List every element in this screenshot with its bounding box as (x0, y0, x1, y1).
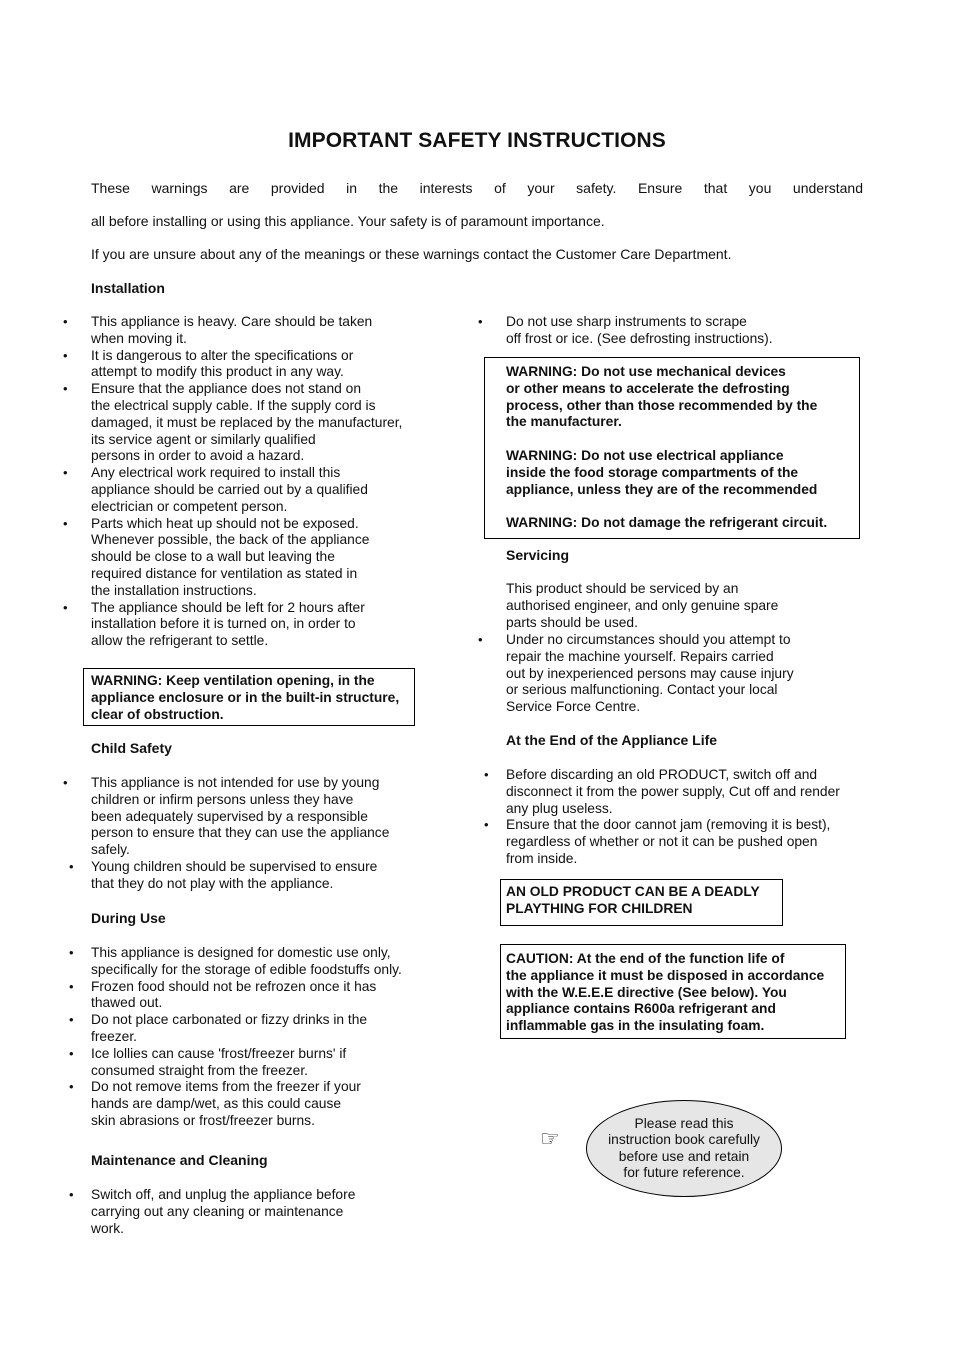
servicing-paragraph: This product should be serviced by an authorised engineer, and only genuine spare parts should be used. (506, 581, 779, 630)
pointing-hand-icon: ☞ (540, 1126, 560, 1151)
bullet-icon: • (63, 599, 68, 615)
list-item: • Ensure that the door cannot jam (removing it is best), regardless of whether or not it can be pushed open from inside. (484, 817, 831, 866)
bullet-icon: • (478, 632, 483, 647)
list-item: • This appliance is not intended for use by young children or infirm persons unless they have been adequately supervised by a responsible person to ensure that they can use the appliance safely. (63, 775, 390, 858)
list-item: • Do not place carbonated or fizzy drinks in the freezer. (69, 1012, 368, 1044)
bullet-icon: • (63, 347, 68, 363)
bullet-icon: • (69, 1012, 74, 1028)
bullet-icon: • (63, 314, 68, 329)
list-item: • Do not use sharp instruments to scrape off frost or ice. (See defrosting instructions). (478, 314, 773, 346)
installation-list (63, 314, 436, 650)
list-item: • Young children should be supervised to ensure that they do not play with the appliance. (69, 858, 378, 891)
child-safety-heading: Child Safety (91, 740, 172, 756)
list-item: • Do not remove items from the freezer if your hands are damp/wet, as this could cause skin abrasions or frost/freezer burns. (69, 1079, 361, 1128)
ventilation-warning-box: WARNING: Keep ventilation opening, in the appliance enclosure or in the built-in structure, clear of obstruction. (83, 668, 415, 726)
old-product-warning-box: AN OLD PRODUCT CAN BE A DEADLY PLAYTHING FOR CHILDREN (500, 879, 783, 926)
bullet-icon: • (69, 1187, 74, 1202)
list-item: • This appliance is designed for domestic use only, specifically for the storage of edible foodstuffs only. (69, 945, 402, 977)
bullet-icon: • (69, 1079, 74, 1095)
bullet-icon: • (478, 314, 483, 329)
bullet-icon: • (63, 381, 68, 397)
child-safety-list (63, 775, 436, 893)
intro-line-3: If you are unsure about any of the meanings or these warnings contact the Customer Care Department. (91, 246, 732, 262)
defrost-warning-box: WARNING: Do not use mechanical devices or other means to accelerate the defrosting process, other than those recommended by the the manufacturer. WARNING: Do not use electrical appliance inside the food storage compartments of the appliance, unless they are of the recommended WARNING: Do not damage the refrigerant circuit. (484, 357, 860, 539)
servicing-list (478, 632, 851, 716)
list-item: • Switch off, and unplug the appliance before carrying out any cleaning or maintenance work. (69, 1187, 356, 1236)
list-item: • Ensure that the appliance does not stand on the electrical supply cable. If the supply cord is damaged, it must be replaced by the manufacturer, its service agent or similarly qualified persons in order to avoid a hazard. (63, 381, 403, 464)
maintenance-heading: Maintenance and Cleaning (91, 1152, 268, 1168)
list-item: • Parts which heat up should not be exposed. Whenever possible, the back of the appliance should be close to a wall but leaving the required distance for ventilation as stated in the installation instructions. (63, 515, 370, 598)
list-item: • Under no circumstances should you attempt to repair the machine yourself. Repairs carried out by inexperienced persons may cause injury or serious malfunctioning. Contact your local Service Force Centre. (478, 632, 794, 715)
bullet-icon: • (69, 945, 74, 960)
intro-line-2: all before installing or using this appliance. Your safety is of paramount importance. (91, 213, 605, 229)
servicing-heading: Servicing (506, 547, 570, 563)
bullet-icon: • (63, 465, 68, 481)
bullet-icon: • (484, 817, 489, 833)
list-item: • Ice lollies can cause 'frost/freezer burns' if consumed straight from the freezer. (69, 1045, 347, 1078)
list-item: • Before discarding an old PRODUCT, switch off and disconnect it from the power supply, Cut off and render any plug useless. (484, 767, 840, 816)
during-use-heading: During Use (91, 910, 166, 926)
maintenance-list (69, 1187, 436, 1237)
bullet-icon: • (69, 1045, 74, 1061)
list-item: • The appliance should be left for 2 hours after installation before it is turned on, in order to allow the refrigerant to settle. (63, 599, 365, 649)
list-item: • Any electrical work required to install this appliance should be carried out by a qualified electrician or competent person. (63, 465, 368, 514)
list-item: • This appliance is heavy. Care should be taken when moving it. (63, 314, 373, 346)
weee-caution-box: CAUTION: At the end of the function life of the appliance it must be disposed in accordance with the W.E.E.E directive (See below). You appliance contains R600a refrigerant and inflammable gas in the insulating foam. (500, 944, 846, 1039)
intro-line-1: These warnings are provided in the interests of your safety. Ensure that you understand (91, 180, 863, 196)
bullet-icon: • (69, 858, 74, 874)
end-of-life-list (484, 767, 866, 868)
bullet-icon: • (63, 515, 68, 531)
installation-heading: Installation (91, 280, 165, 296)
list-item: • It is dangerous to alter the specifications or attempt to modify this product in any way. (63, 347, 354, 380)
end-of-life-heading: At the End of the Appliance Life (506, 732, 718, 748)
list-item: • Frozen food should not be refrozen once it has thawed out. (69, 978, 377, 1011)
bullet-icon: • (484, 767, 489, 782)
page-title: IMPORTANT SAFETY INSTRUCTIONS (288, 129, 666, 152)
read-instructions-note: Please read this instruction book carefully before use and retain for future reference. (586, 1100, 782, 1197)
during-use-list (69, 945, 436, 1130)
bullet-icon: • (69, 978, 74, 994)
bullet-icon: • (63, 775, 68, 790)
defrost-list (478, 314, 851, 348)
